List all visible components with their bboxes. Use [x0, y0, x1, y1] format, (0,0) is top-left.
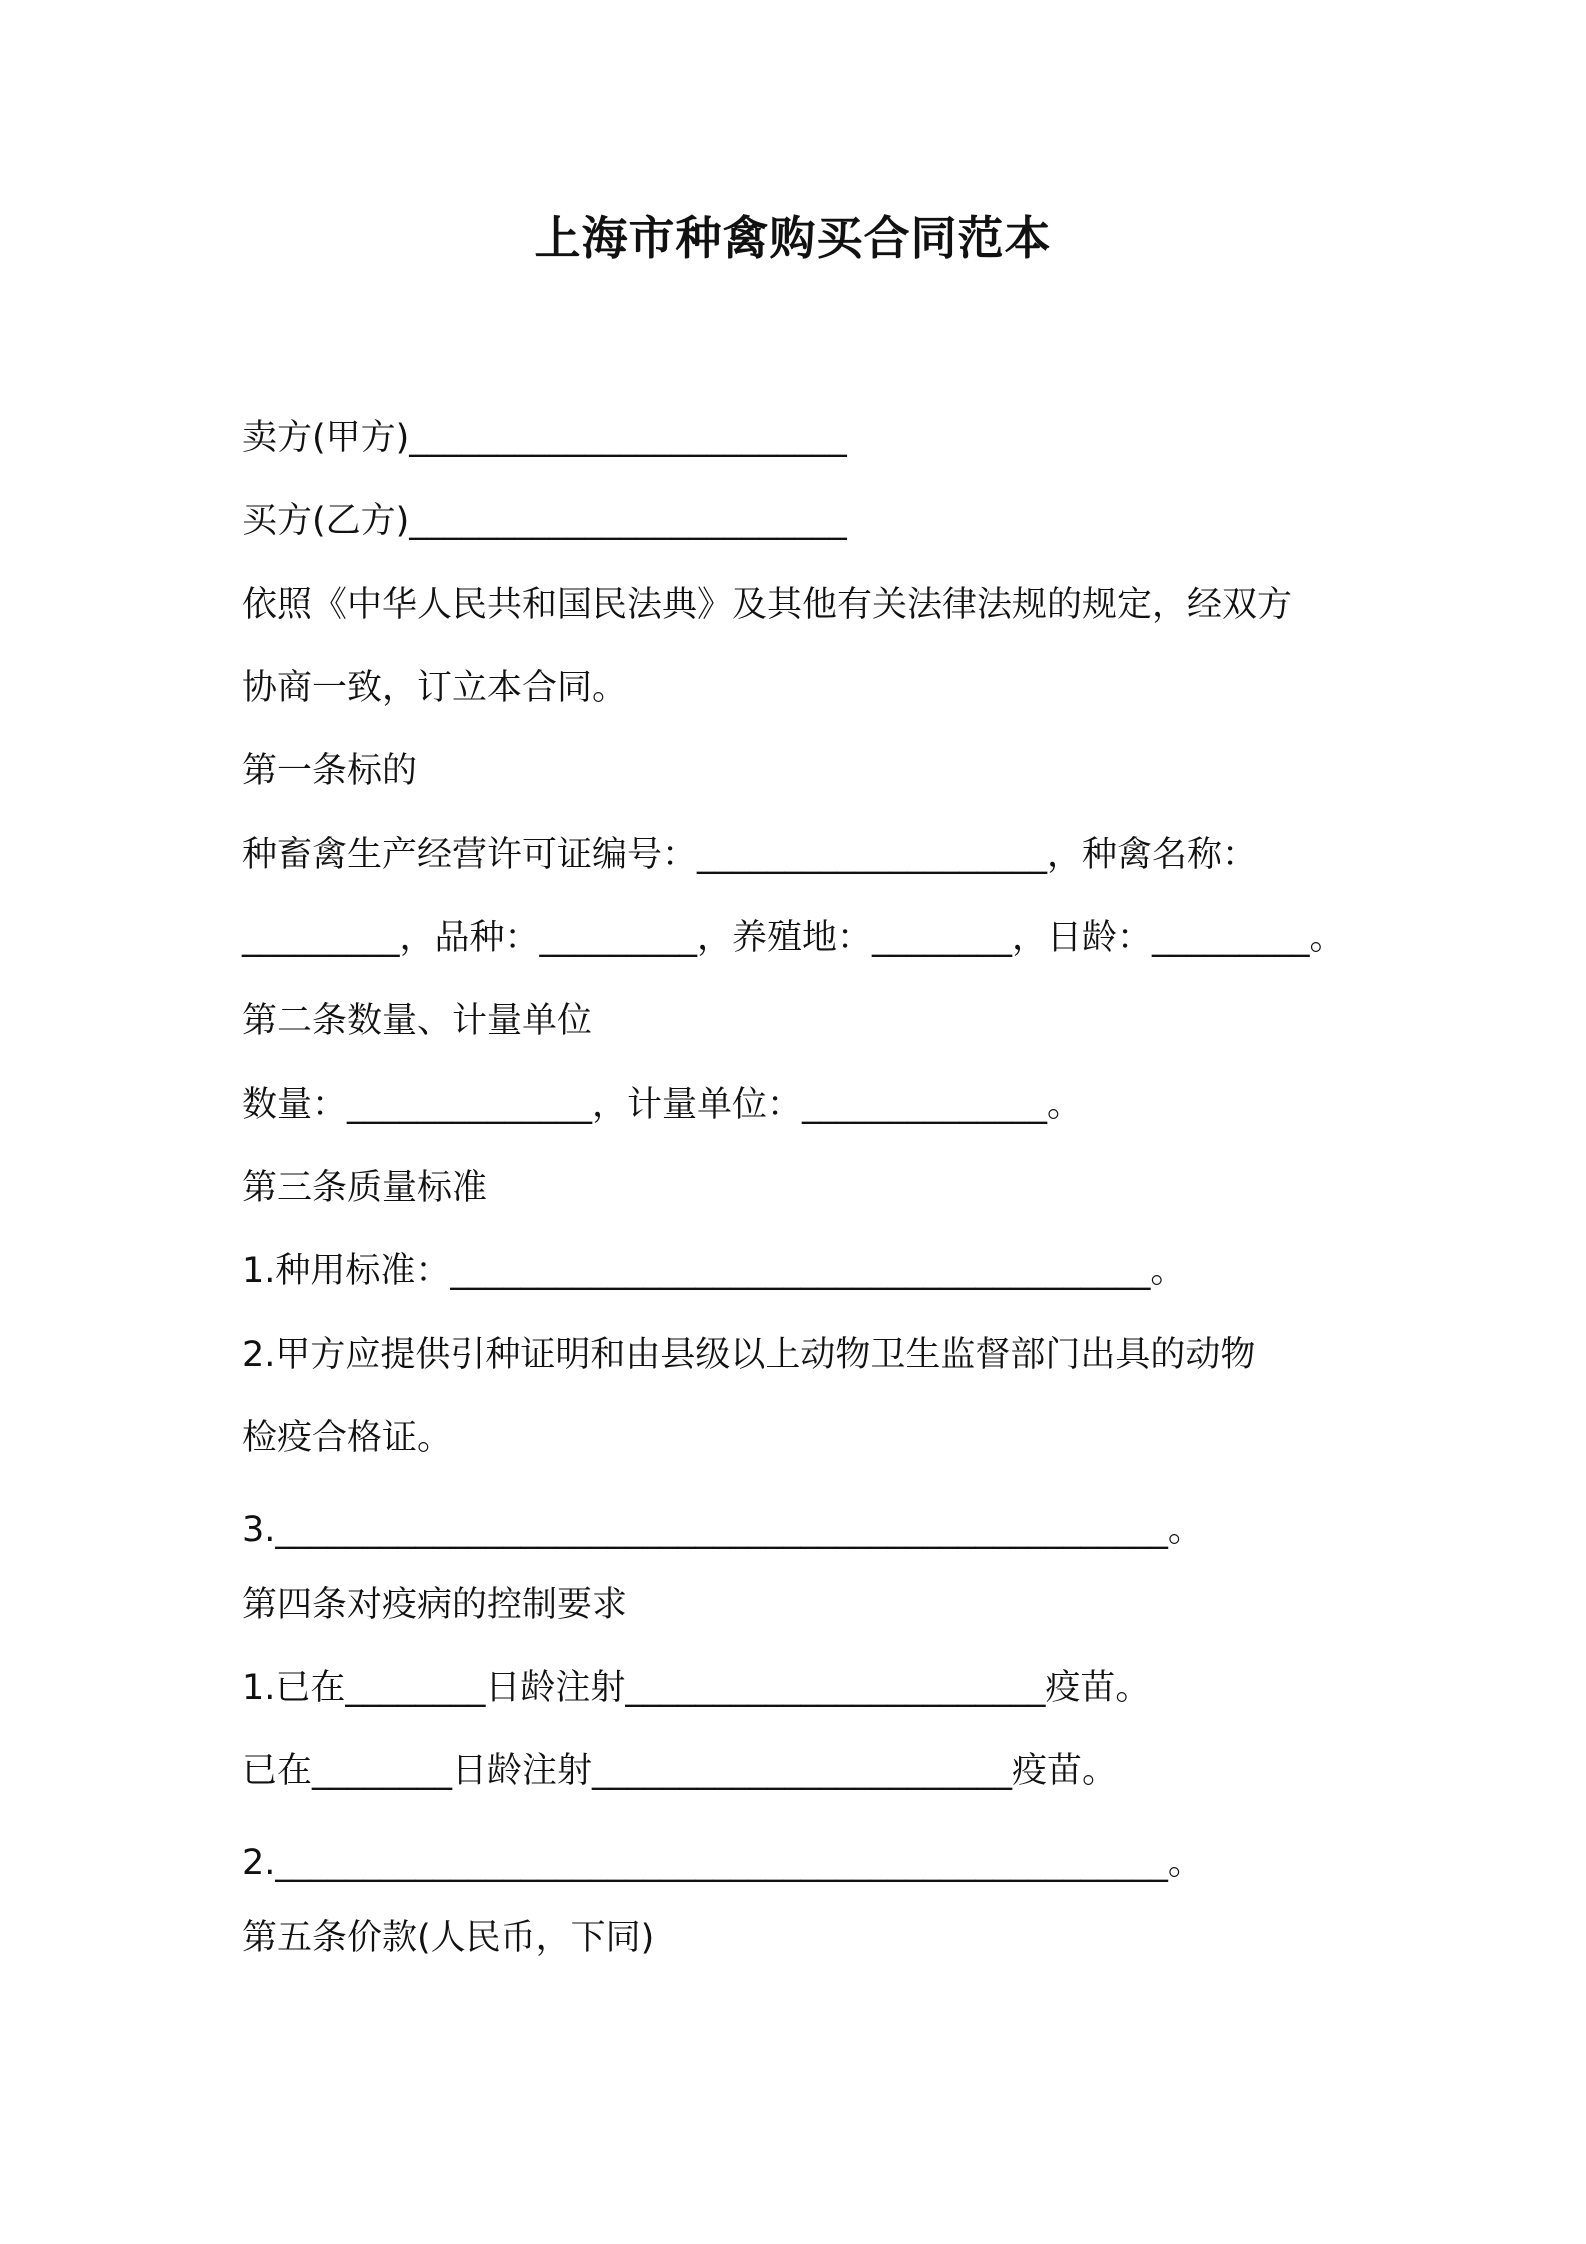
seller-line: 卖方(甲方)_________________________: [242, 418, 847, 458]
preamble-line-2: 协商一致，订立本合同。: [242, 668, 628, 708]
article-4-item-2: 2.___________________________________________________。: [242, 1843, 1203, 1883]
article-2-line-1: 数量：______________，计量单位：______________。: [242, 1085, 1083, 1125]
article-1-line-1: 种畜禽生产经营许可证编号：____________________，种禽名称：: [242, 835, 1258, 875]
article-5-heading: 第五条价款(人民币，下同): [242, 1918, 655, 1958]
article-4-heading: 第四条对疫病的控制要求: [242, 1585, 628, 1625]
buyer-line: 买方(乙方)_________________________: [242, 501, 847, 541]
article-3-heading: 第三条质量标准: [242, 1168, 488, 1208]
article-4-item-1-line-1: 1.已在________日龄注射________________________疫苗。: [242, 1668, 1151, 1708]
document-title: 上海市种禽购买合同范本: [534, 211, 1052, 265]
article-1-line-2: _________，品种：_________，养殖地：________，日龄：_________。: [242, 918, 1345, 958]
article-3-item-2-line-2: 检疫合格证。: [242, 1418, 453, 1458]
article-3-item-2-line-1: 2.甲方应提供引种证明和由县级以上动物卫生监督部门出具的动物: [242, 1335, 1256, 1375]
article-3-item-3: 3.___________________________________________________。: [242, 1510, 1203, 1550]
article-1-heading: 第一条标的: [242, 751, 418, 791]
preamble-line-1: 依照《中华人民共和国民法典》及其他有关法律法规的规定，经双方: [242, 585, 1293, 625]
article-4-item-1-line-2: 已在________日龄注射________________________疫苗。: [242, 1751, 1118, 1791]
article-3-item-1: 1.种用标准：________________________________________。: [242, 1251, 1186, 1291]
article-2-heading: 第二条数量、计量单位: [242, 1001, 593, 1041]
